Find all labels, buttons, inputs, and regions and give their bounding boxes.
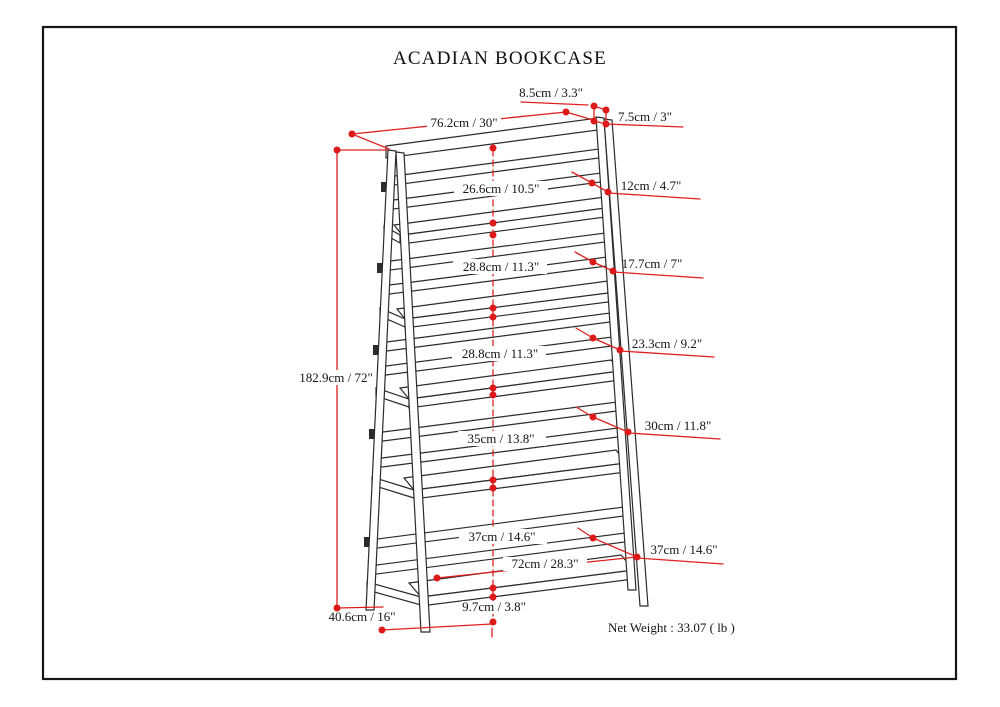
dimension-dot	[591, 118, 598, 125]
dimension-dot	[617, 347, 624, 354]
brace-end-mark	[381, 182, 386, 192]
dim-top-width-label: 76.2cm / 30"	[430, 115, 498, 130]
dim-shelf-depth-1-label: 12cm / 4.7"	[620, 178, 682, 193]
dim-shelf-depth-3-label: 23.3cm / 9.2"	[631, 336, 703, 351]
dimension-dot	[490, 385, 497, 392]
net-weight-label: Net Weight : 33.07 ( lb )	[608, 620, 735, 635]
dimension-dot	[490, 305, 497, 312]
dim-shelf-gap-1-label: 26.6cm / 10.5"	[462, 181, 540, 196]
dimension-dot	[625, 429, 632, 436]
dimension-dot	[490, 314, 497, 321]
dimension-dot	[590, 259, 597, 266]
dimension-dot	[490, 232, 497, 239]
dimension-dot	[379, 627, 386, 634]
dim-shelf-gap-4-label: 35cm / 13.8"	[467, 431, 535, 446]
dimension-dot	[349, 131, 356, 138]
dimension-dot	[634, 554, 641, 561]
brace-end-mark	[369, 429, 374, 439]
dim-bottom-clearance-label: 9.7cm / 3.8"	[462, 599, 526, 614]
dimension-dot	[490, 220, 497, 227]
dim-bottom-width-label: 72cm / 28.3"	[511, 556, 579, 571]
dimension-dot	[590, 335, 597, 342]
dimension-dot	[603, 121, 610, 128]
dimension-dot	[603, 107, 610, 114]
dim-total-height-label: 182.9cm / 72"	[299, 370, 373, 385]
dimension-dot	[490, 145, 497, 152]
dimension-dot	[490, 619, 497, 626]
dim-shelf-depth-4-label: 30cm / 11.8"	[644, 418, 712, 433]
dim-shelf-gap-2-label: 28.8cm / 11.3"	[462, 259, 540, 274]
dimension-dot	[490, 485, 497, 492]
dimension-dot	[590, 535, 597, 542]
brace-end-mark	[364, 537, 369, 547]
dimension-dot	[490, 477, 497, 484]
dim-top-rail-label: 7.5cm / 3"	[617, 109, 673, 124]
dimension-dot	[563, 109, 570, 116]
brace-end-mark	[377, 263, 382, 273]
dimension-dot	[591, 103, 598, 110]
dim-top-depth-label: 8.5cm / 3.3"	[519, 85, 583, 100]
page-title: ACADIAN BOOKCASE	[393, 48, 607, 69]
dimension-dot	[590, 414, 597, 421]
dimension-dot	[589, 180, 596, 187]
dim-shelf-depth-5-label: 37cm / 14.6"	[650, 542, 718, 557]
dim-base-depth-label: 40.6cm / 16"	[328, 609, 396, 624]
dimension-dot	[490, 392, 497, 399]
dim-shelf-depth-2-label: 17.7cm / 7"	[621, 256, 683, 271]
dimension-dot	[605, 189, 612, 196]
dim-shelf-gap-5-label: 37cm / 14.6"	[468, 529, 536, 544]
brace-end-mark	[373, 345, 378, 355]
dimension-dot	[434, 575, 441, 582]
dimension-dot	[334, 147, 341, 154]
dimension-dot	[490, 585, 497, 592]
dim-shelf-gap-3-label: 28.8cm / 11.3"	[461, 346, 539, 361]
dimension-dot	[610, 268, 617, 275]
